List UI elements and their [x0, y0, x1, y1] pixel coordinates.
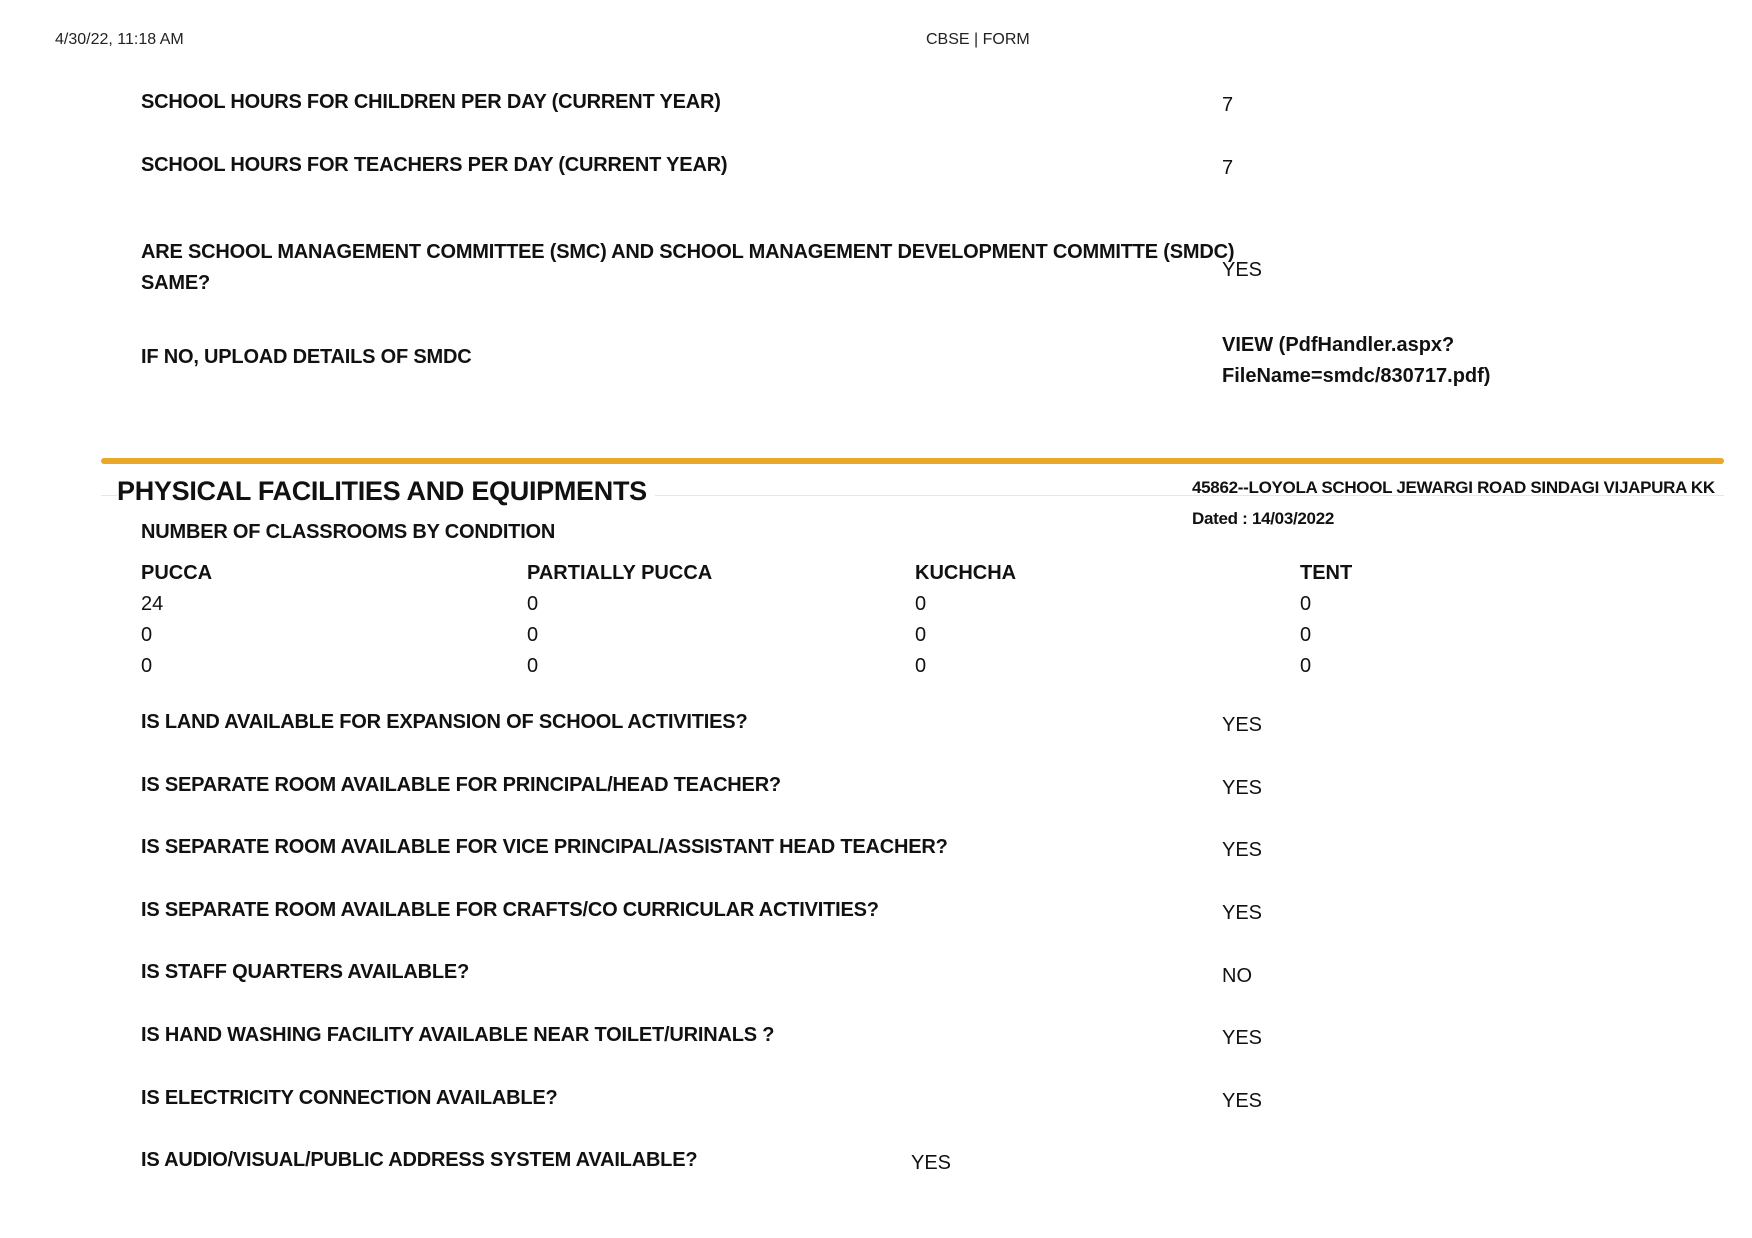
- table-cell: 0: [1300, 593, 1312, 615]
- column-header-kuchcha: KUCHCHA: [915, 562, 1017, 584]
- table-cell: 0: [915, 624, 927, 646]
- column-header-tent: TENT: [1300, 562, 1353, 584]
- question-vice-principal-room: IS SEPARATE ROOM AVAILABLE FOR VICE PRINCIPAL/ASSISTANT HEAD TEACHER?: [141, 836, 948, 858]
- table-cell: 24: [141, 593, 164, 615]
- question-children-hours: SCHOOL HOURS FOR CHILDREN PER DAY (CURRENT YEAR): [141, 91, 721, 113]
- question-land-expansion: IS LAND AVAILABLE FOR EXPANSION OF SCHOOL ACTIVITIES?: [141, 711, 748, 733]
- question-smc-smdc-same: [141, 237, 1234, 299]
- table-cell: 0: [1300, 655, 1312, 677]
- answer-children-hours: 7: [1222, 94, 1234, 116]
- question-smc-smdc-line1: ARE SCHOOL MANAGEMENT COMMITTEE (SMC) AND SCHOOL MANAGEMENT DEVELOPMENT COMMITTE (SMDC): [141, 241, 1235, 263]
- question-hand-washing: IS HAND WASHING FACILITY AVAILABLE NEAR TOILET/URINALS ?: [141, 1024, 775, 1046]
- table-cell: 0: [915, 655, 927, 677]
- table-cell: 0: [527, 655, 539, 677]
- classrooms-heading: NUMBER OF CLASSROOMS BY CONDITION: [141, 521, 556, 543]
- answer-electricity: YES: [1222, 1090, 1263, 1112]
- question-crafts-room: IS SEPARATE ROOM AVAILABLE FOR CRAFTS/CO CURRICULAR ACTIVITIES?: [141, 899, 879, 921]
- table-cell: 0: [1300, 624, 1312, 646]
- table-cell: 0: [141, 655, 153, 677]
- table-cell: 0: [527, 593, 539, 615]
- school-name: 45862--LOYOLA SCHOOL JEWARGI ROAD SINDAGI VIJAPURA KK: [1192, 478, 1715, 497]
- answer-principal-room: YES: [1222, 777, 1263, 799]
- answer-smc-smdc-same: YES: [1222, 259, 1263, 281]
- column-header-pucca: PUCCA: [141, 562, 213, 584]
- answer-hand-washing: YES: [1222, 1027, 1263, 1049]
- question-upload-smdc: IF NO, UPLOAD DETAILS OF SMDC: [141, 346, 472, 368]
- table-cell: 0: [141, 624, 153, 646]
- answer-crafts-room: YES: [1222, 902, 1263, 924]
- answer-vice-principal-room: YES: [1222, 839, 1263, 861]
- question-staff-quarters: IS STAFF QUARTERS AVAILABLE?: [141, 961, 470, 983]
- question-teachers-hours: SCHOOL HOURS FOR TEACHERS PER DAY (CURRENT YEAR): [141, 154, 728, 176]
- smdc-view-link[interactable]: [1222, 330, 1490, 392]
- answer-land-expansion: YES: [1222, 714, 1263, 736]
- question-principal-room: IS SEPARATE ROOM AVAILABLE FOR PRINCIPAL/HEAD TEACHER?: [141, 774, 781, 796]
- section-title: PHYSICAL FACILITIES AND EQUIPMENTS: [117, 476, 655, 507]
- table-cell: 0: [527, 624, 539, 646]
- school-dated: Dated : 14/03/2022: [1192, 509, 1335, 528]
- print-page-title: CBSE | FORM: [926, 31, 1030, 48]
- section-divider: [101, 458, 1724, 464]
- column-header-partially-pucca: PARTIALLY PUCCA: [527, 562, 713, 584]
- answer-staff-quarters: NO: [1222, 965, 1252, 987]
- answer-teachers-hours: 7: [1222, 157, 1234, 179]
- question-electricity: IS ELECTRICITY CONNECTION AVAILABLE?: [141, 1087, 558, 1109]
- table-cell: 0: [915, 593, 927, 615]
- question-audio-visual: IS AUDIO/VISUAL/PUBLIC ADDRESS SYSTEM AVAILABLE?: [141, 1149, 698, 1171]
- answer-audio-visual: YES: [911, 1152, 952, 1174]
- smdc-view-link-line2[interactable]: FileName=smdc/830717.pdf): [1222, 365, 1491, 387]
- print-datetime: 4/30/22, 11:18 AM: [55, 31, 184, 48]
- smdc-view-link-line1[interactable]: VIEW (PdfHandler.aspx?: [1222, 334, 1455, 356]
- question-smc-smdc-line2: SAME?: [141, 272, 211, 294]
